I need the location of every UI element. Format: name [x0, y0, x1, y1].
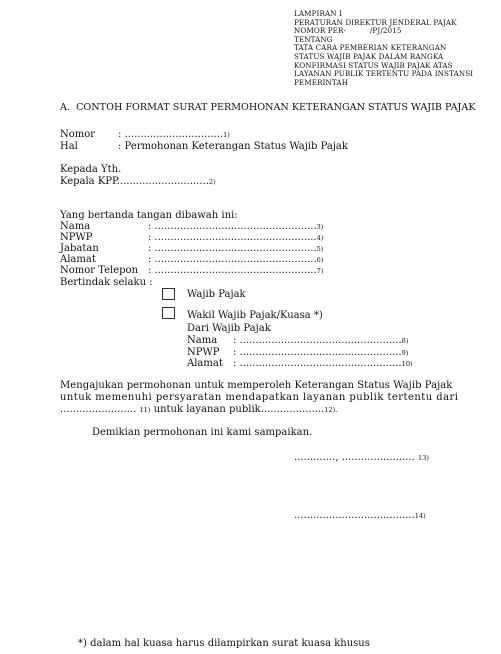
field-label: Nomor Telepon: [60, 265, 139, 276]
lampiran-block: [294, 10, 473, 87]
dari-dots: [233, 335, 408, 346]
lampiran-line-2: NOMOR PER- /PJ/2015: [294, 26, 402, 36]
signature-ref: 14): [414, 512, 426, 520]
paragraph-dots-1: ........................: [60, 404, 137, 415]
lampiran-line-5: STATUS WAJIB PAJAK DALAM RANGKA: [294, 51, 444, 61]
field-dots-text: : ...................................................: [148, 232, 317, 243]
kepada-line-2: [60, 176, 216, 187]
nomor-label: Nomor: [60, 129, 96, 140]
signature-dots: ......................................: [294, 510, 415, 521]
dari-ref: 10): [401, 360, 413, 368]
field-dots-text: : ...................................................: [148, 243, 317, 254]
wakil-wajib-pajak-checkbox[interactable]: [162, 307, 175, 319]
dari-dots-text: : ...................................................: [233, 335, 402, 346]
field-label: Nama: [60, 221, 91, 232]
dari-dots-text: : ...................................................: [233, 347, 402, 358]
field-dots-text: : ...................................................: [148, 254, 317, 265]
dari-label: NPWP: [187, 347, 220, 358]
paragraph-ref-11: 11): [139, 406, 151, 414]
kepada-line-1: Kepada Yth.: [60, 164, 122, 175]
dari-label: Nama: [187, 335, 218, 346]
field-dots-text: : ...................................................: [148, 221, 317, 232]
wajib-pajak-checkbox[interactable]: [162, 288, 175, 300]
wajib-pajak-label: Wajib Pajak: [187, 289, 246, 300]
nomor-dots: [118, 129, 230, 140]
field-ref: 6): [316, 256, 324, 264]
dari-ref: 8): [401, 337, 409, 345]
field-label: Jabatan: [60, 243, 99, 254]
field-ref: 4): [316, 234, 324, 242]
dari-dots: [233, 347, 408, 358]
paragraph-layanan: untuk layanan publik....................: [153, 404, 325, 415]
lampiran-line-1: PERATURAN DIREKTUR JENDERAL PAJAK: [294, 17, 457, 27]
paragraph-line-1: Mengajukan permohonan untuk memperoleh Keterangan Status Wajib Pajak: [60, 380, 453, 391]
lampiran-line-7: LAYANAN PUBLIK TERTENTU PADA INSTANSI: [294, 69, 474, 79]
lampiran-line-3: TENTANG: [294, 34, 333, 44]
field-label: Alamat: [60, 254, 96, 265]
kepada-ref: 2): [208, 178, 216, 186]
dari-title: Dari Wajib Pajak: [187, 323, 271, 334]
intro-text: Yang bertanda tangan dibawah ini:: [60, 210, 238, 221]
field-dots-text: : ...................................................: [148, 265, 317, 276]
dari-dots: [233, 358, 413, 369]
section-title: A. CONTOH FORMAT SURAT PERMOHONAN KETERANGAN STATUS WAJIB PAJAK: [60, 102, 476, 113]
field-dots: [148, 221, 323, 232]
lampiran-line-4: TATA CARA PEMBERIAN KETERANGAN: [294, 43, 447, 53]
dari-label: Alamat: [187, 358, 223, 369]
dari-ref: 9): [401, 349, 409, 357]
hal-value: : Permohonan Keterangan Status Wajib Pajak: [118, 141, 348, 152]
paragraph-line-3: [60, 404, 337, 415]
field-dots: [148, 243, 323, 254]
paragraph-ref-12: 12).: [324, 406, 338, 414]
field-ref: 3): [316, 223, 324, 231]
closing-text: Demikian permohonan ini kami sampaikan.: [92, 427, 313, 438]
lampiran-title: LAMPIRAN I: [294, 9, 343, 18]
place-date-dots: ............., .......................: [294, 452, 415, 463]
hal-label: Hal: [60, 141, 78, 152]
dari-dots-text: : ...................................................: [233, 358, 402, 369]
field-label: NPWP: [60, 232, 93, 243]
field-ref: 7): [316, 267, 324, 275]
lampiran-line-8: PEMERINTAH: [294, 77, 349, 87]
wakil-wajib-pajak-label: Wakil Wajib Pajak/Kuasa *): [187, 310, 323, 321]
lampiran-line-6: KONFIRMASI STATUS WAJIB PAJAK ATAS: [294, 60, 453, 70]
nomor-ref: 1): [223, 131, 230, 139]
kepada-kpp: Kepala KPP.............................: [60, 176, 209, 187]
nomor-dots-text: : ...............................: [118, 129, 224, 140]
bertindak-label: Bertindak selaku :: [60, 277, 153, 288]
footnote: *) dalam hal kuasa harus dilampirkan surat kuasa khusus: [78, 638, 370, 649]
field-dots: [148, 265, 323, 276]
place-date-ref: 13): [417, 454, 429, 462]
paragraph-line-2: untuk memenuhi persyaratan mendapatkan layanan publik tertentu dari: [60, 392, 459, 403]
place-date: [294, 452, 429, 463]
field-dots: [148, 254, 323, 265]
signature-line: [294, 510, 426, 521]
field-dots: [148, 232, 323, 243]
field-ref: 5): [316, 245, 324, 253]
